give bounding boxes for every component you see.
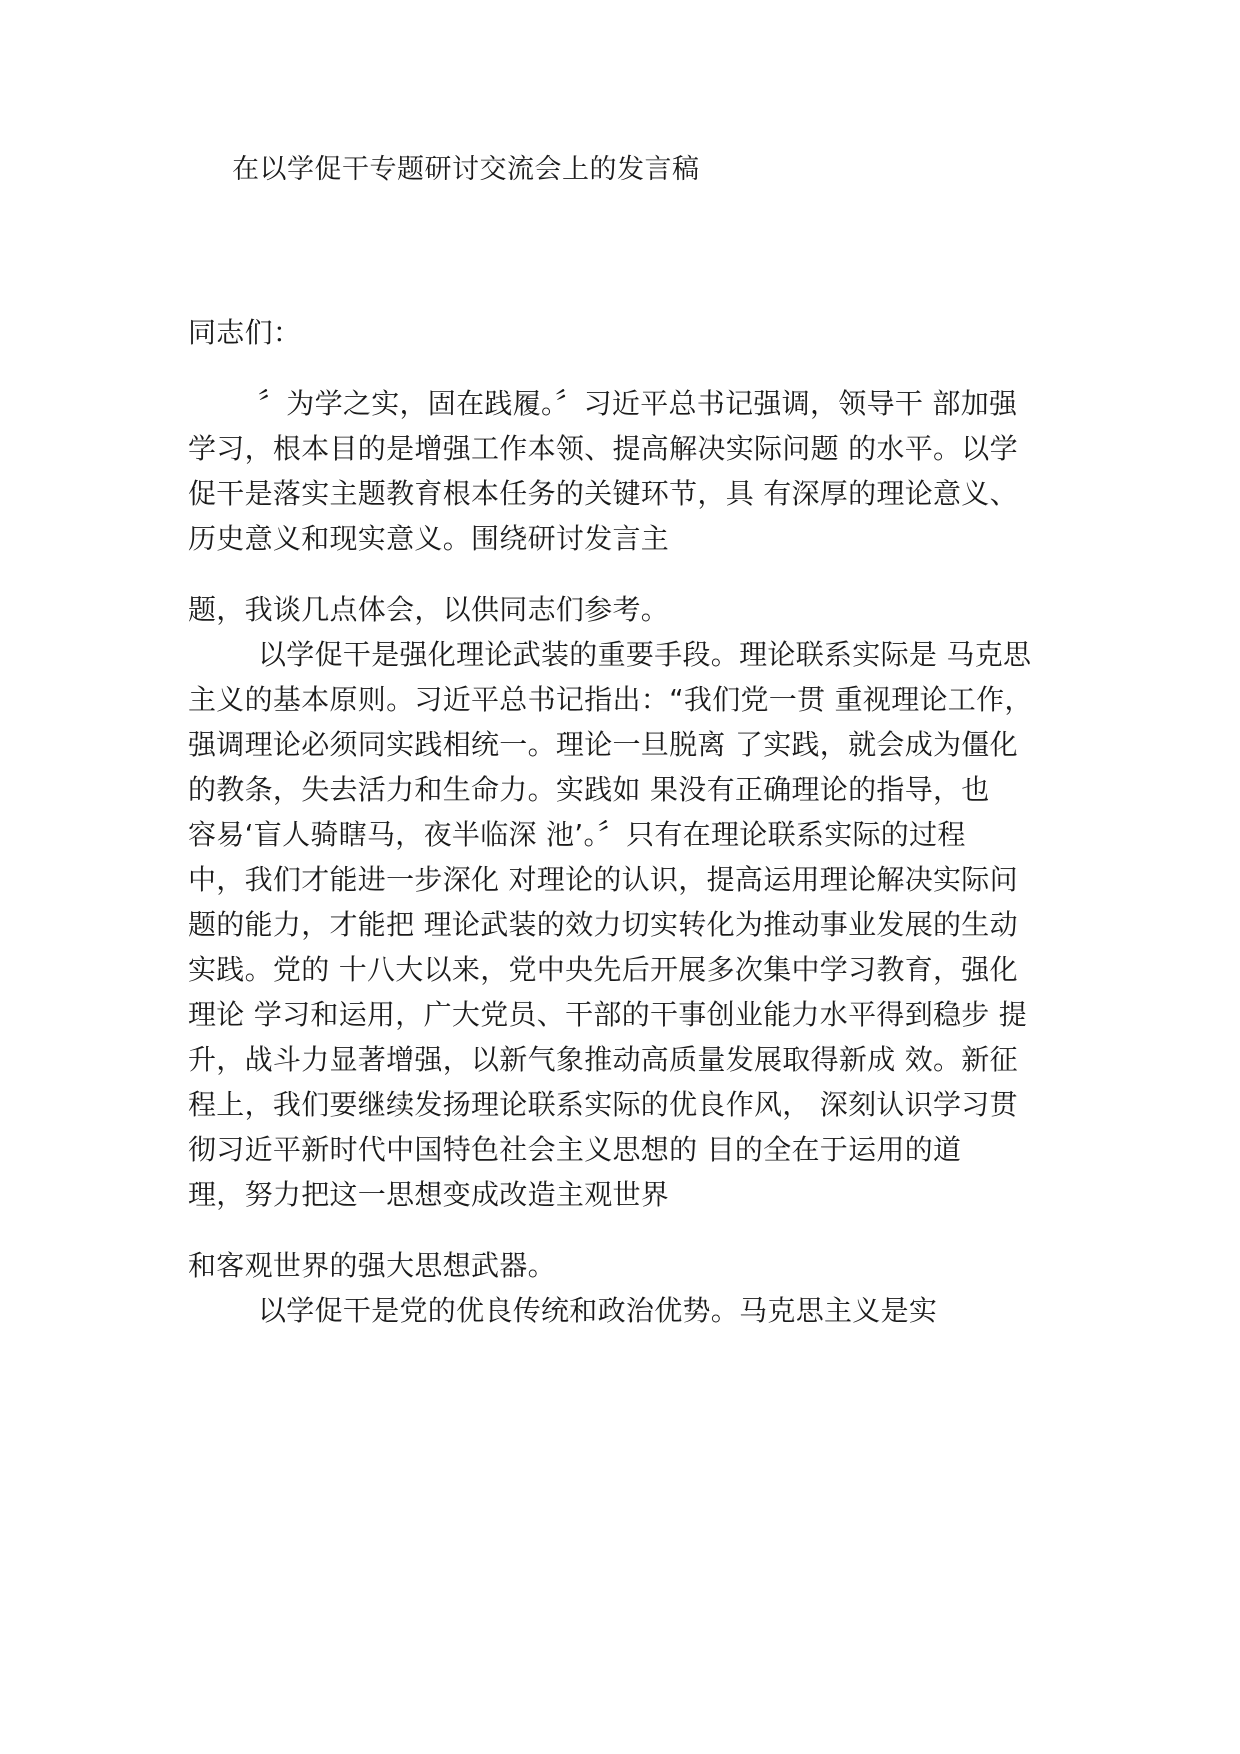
paragraph-line: 题，我谈几点体会，以供同志们参考。 — [188, 593, 670, 626]
paragraph-line: 题的能力，才能把 理论武装的效力切实转化为推动事业发展的生动 — [188, 908, 1018, 941]
paragraph-line: 以学促干是党的优良传统和政治优势。马克思主义是实 — [258, 1294, 938, 1327]
paragraph-line: 以学促干是强化理论武装的重要手段。理论联系实际是 马克思 — [258, 638, 1032, 671]
paragraph-line: 学习，根本目的是增强工作本领、提高解决实际问题 的水平。以学 — [188, 432, 1018, 465]
paragraph-line: 强调理论必须同实践相统一。理论一旦脱离 了实践，就会成为僵化 — [188, 728, 1018, 761]
paragraph-line: 程上，我们要继续发扬理论联系实际的优良作风， 深刻认识学习贯 — [188, 1088, 1018, 1121]
paragraph-line: 升，战斗力显著增强，以新气象推动高质量发展取得新成 效。新征 — [188, 1043, 1018, 1076]
document-body — [188, 310, 1068, 1333]
paragraph-line: 的教条，失去活力和生命力。实践如 果没有正确理论的指导，也 — [188, 773, 990, 806]
paragraph-line: 容易‘盲人骑瞎马，夜半临深 池’。〞只有在理论联系实际的过程 — [188, 818, 966, 851]
salutation: 同志们： — [188, 316, 302, 349]
paragraph-line: 彻习近平新时代中国特色社会主义思想的 目的全在于运用的道 — [188, 1133, 962, 1166]
paragraph-line: 理，努力把这一思想变成改造主观世界 — [188, 1178, 670, 1211]
paragraph-line: 〞为学之实，固在践履。〞习近平总书记强调，领导干 部加强 — [258, 387, 1018, 420]
paragraph-line: 主义的基本原则。习近平总书记指出：“我们党一贯 重视理论工作， — [188, 683, 1033, 716]
paragraph-line: 和客观世界的强大思想武器。 — [188, 1249, 556, 1282]
paragraph-line: 促干是落实主题教育根本任务的关键环节，具 有深厚的理论意义、 — [188, 477, 1018, 510]
document-title: 在以学促干专题研讨交流会上的发言稿 — [232, 154, 700, 185]
paragraph-line: 理论 学习和运用，广大党员、干部的干事创业能力水平得到稳步 提 — [188, 998, 1028, 1031]
paragraph-line: 中，我们才能进一步深化 对理论的认识，提高运用理论解决实际问 — [188, 863, 1018, 896]
paragraph-line: 实践。党的 十八大以来，党中央先后开展多次集中学习教育，强化 — [188, 953, 1018, 986]
paragraph-line: 历史意义和现实意义。围绕研讨发言主 — [188, 522, 670, 555]
